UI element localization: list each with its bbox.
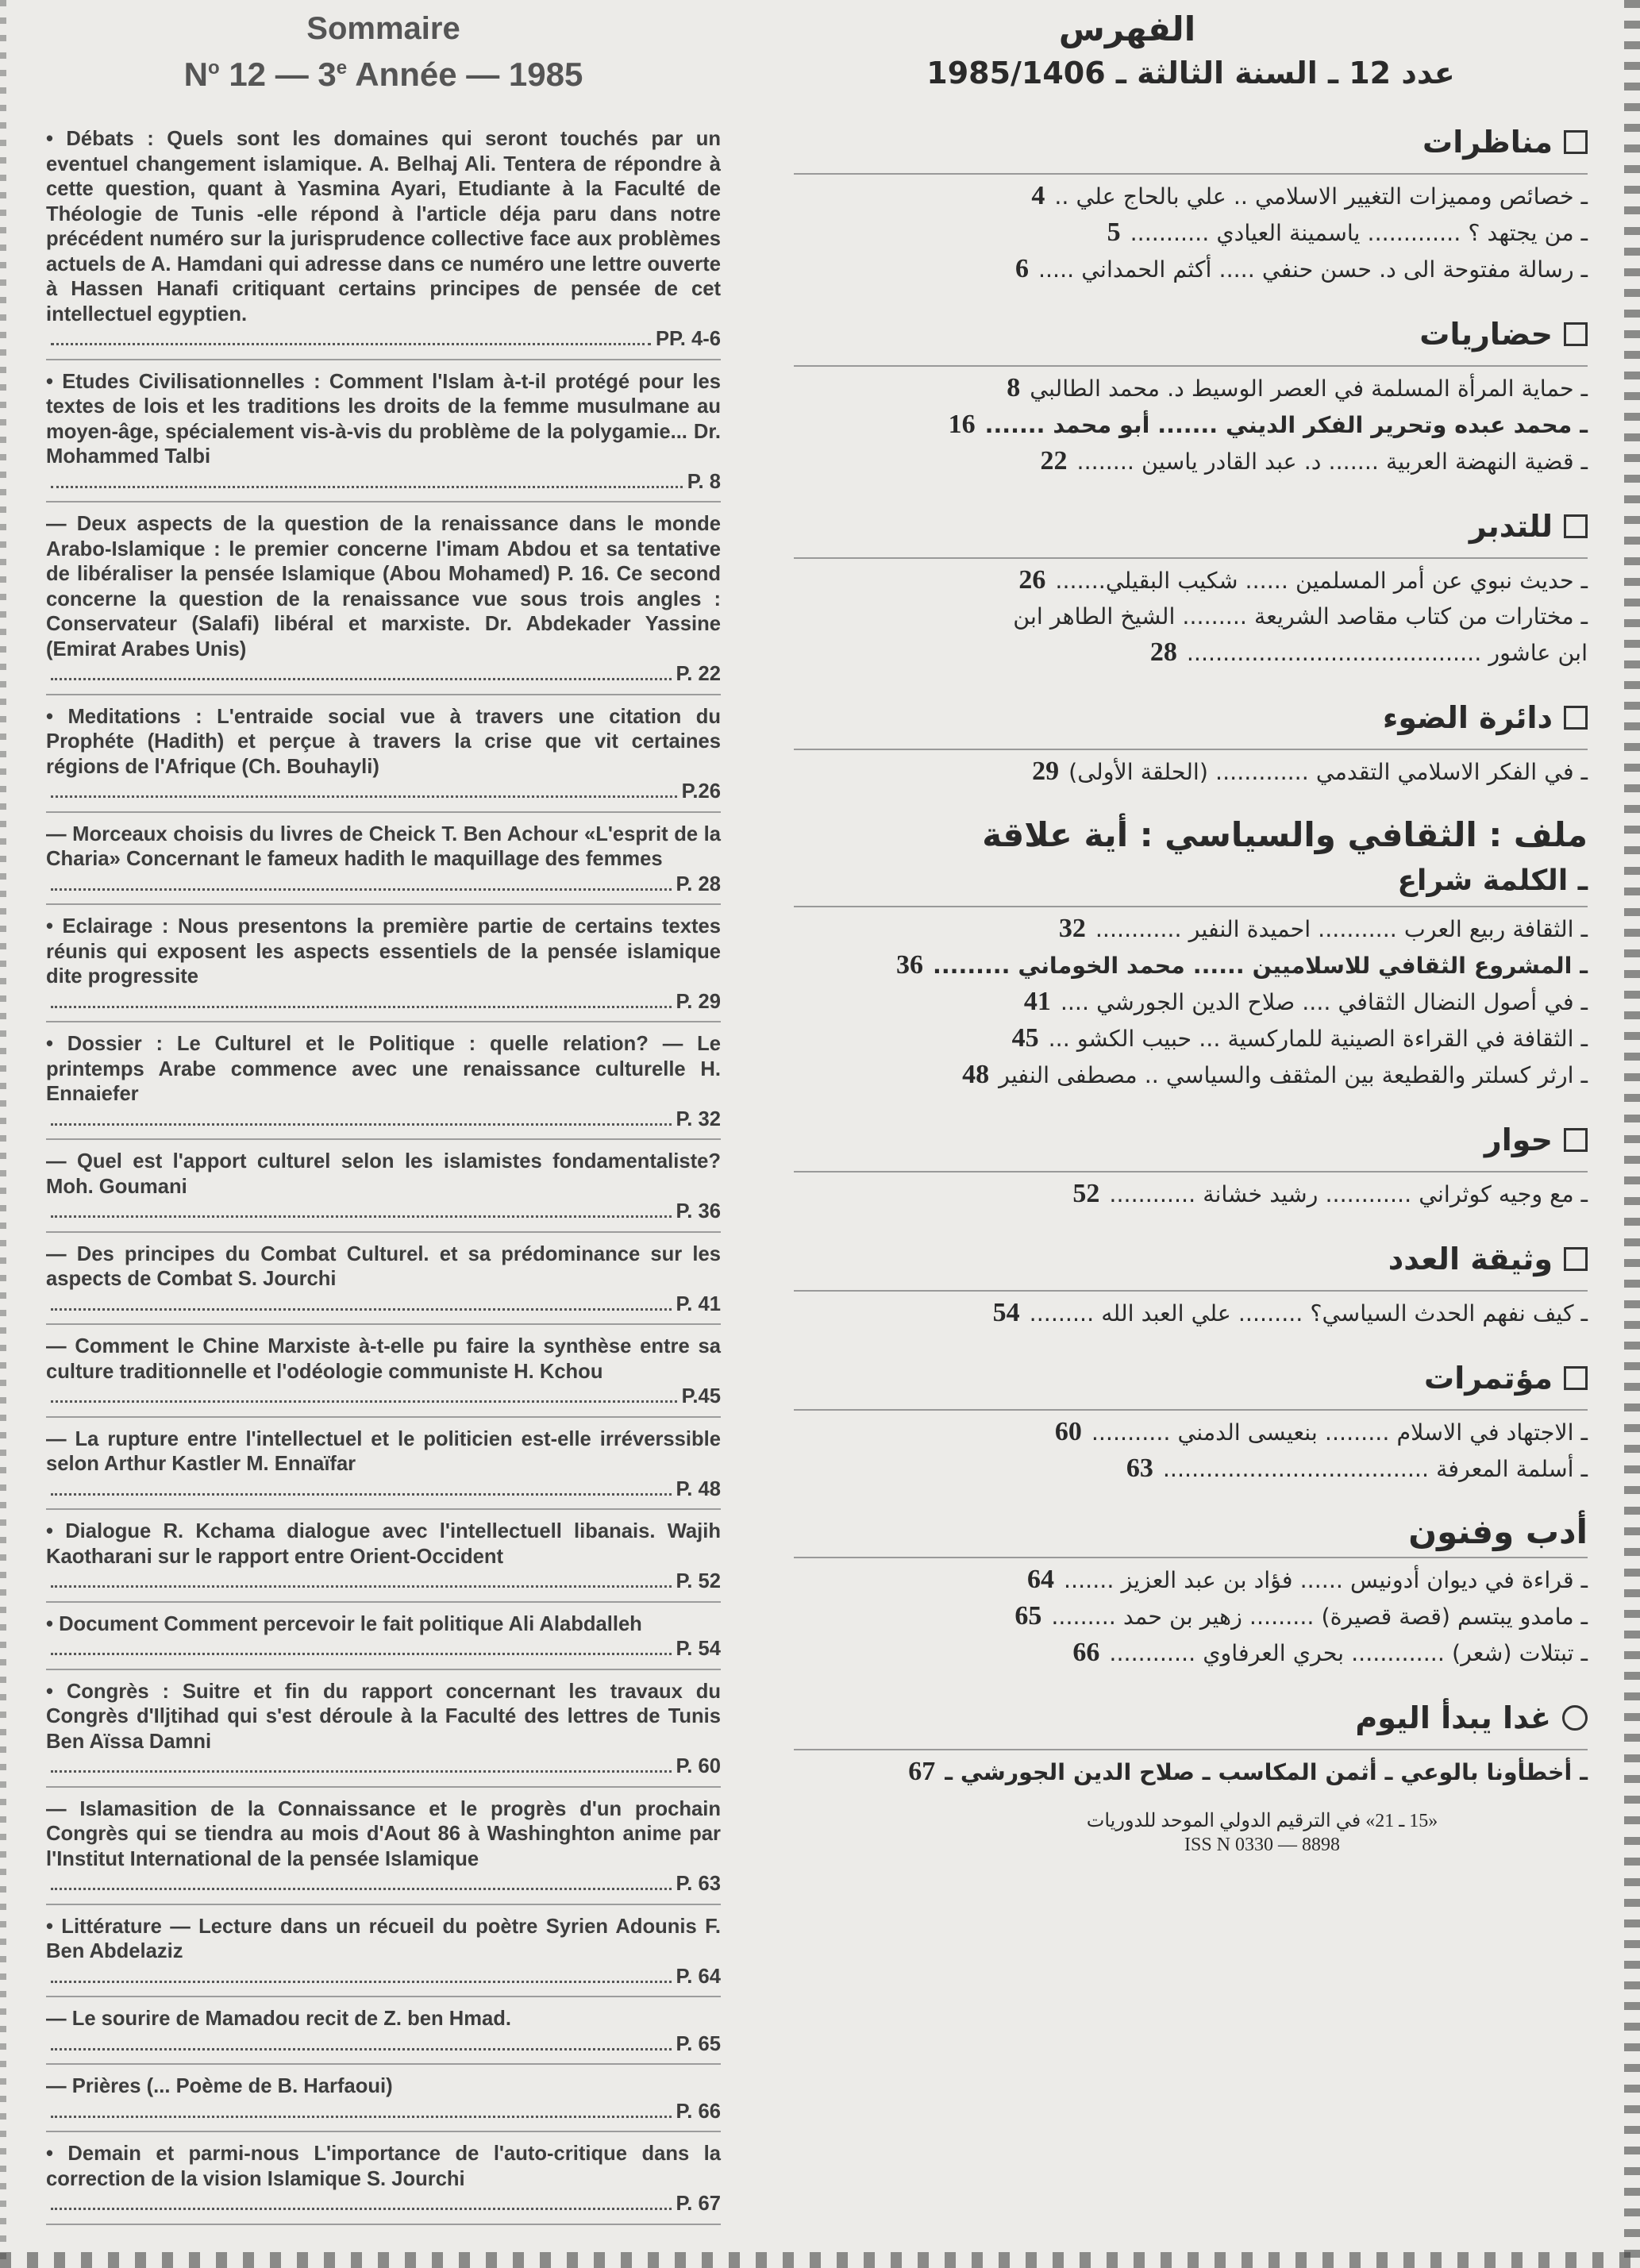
entry-text: ـ كيف نفهم الحدث السياسي؟ ......... علي العبد الله .........: [1029, 1300, 1588, 1327]
french-summary-item: [46, 1149, 721, 1233]
entry-text: ـ في الفكر الاسلامي التقدمي ............. (الحلقة الأولى): [1068, 759, 1588, 785]
item-page-number: P. 64: [676, 1965, 721, 1988]
entry-text: ـ المشروع الثقافي للاسلاميين ...... محمد الخوماني .........: [933, 953, 1588, 979]
item-page-row: [46, 780, 721, 805]
entry-page: 52: [1072, 1179, 1100, 1208]
section-rule: [794, 1290, 1588, 1292]
dot-leader: [51, 1653, 672, 1655]
item-page-number: P. 29: [676, 990, 721, 1013]
item-page-number: P. 52: [676, 1570, 721, 1592]
item-page-row: [46, 662, 721, 687]
item-page-number: P. 8: [687, 470, 721, 493]
item-text: • Dossier : Le Culturel et le Politique : quelle relation? — Le printemps Arabe commence avec une renaissance culturelle H. Ennaiefer: [46, 1033, 721, 1105]
item-page-number: P. 60: [676, 1755, 721, 1777]
french-summary-item: [46, 1612, 721, 1670]
index-entry: [794, 214, 1588, 251]
checkbox-square-icon: [1564, 1366, 1588, 1390]
item-text: — Morceaux choisis du livres de Cheick T. Ben Achour «L'esprit de la Charia» Concernant le fameux hadith le maquillage des femmes: [46, 822, 721, 870]
entry-page: 26: [1018, 565, 1046, 595]
item-page-number: P. 54: [676, 1638, 721, 1660]
item-page-number: P. 36: [676, 1200, 721, 1223]
index-entry: [794, 443, 1588, 479]
dot-leader: [51, 2116, 672, 2118]
arabic-sections-group-1: [794, 122, 1588, 790]
circle-bullet-icon: [1562, 1705, 1588, 1731]
item-text: — Prières (... Poème de B. Harfaoui): [46, 2075, 393, 2097]
item-text: — Des principes du Combat Culturel. et sa prédominance sur les aspects de Combat S. Jourchi: [46, 1242, 721, 1290]
item-text: — La rupture entre l'intellectuel et le politicien est-elle irréverssible selon Arthur Kastler M. Ennaïfar: [46, 1427, 721, 1475]
index-entry: [794, 1414, 1588, 1450]
item-page-number: P. 63: [676, 1873, 721, 1895]
checkbox-square-icon: [1564, 1128, 1588, 1152]
item-page-row: [46, 1754, 721, 1780]
checkbox-square-icon: [1564, 130, 1588, 154]
french-summary-item: [46, 370, 721, 503]
index-entry: [794, 562, 1588, 599]
dossier-subtitle: ـ الكلمة شراع: [1397, 864, 1588, 897]
section-heading: [794, 122, 1588, 162]
entry-page: 45: [1011, 1023, 1039, 1053]
last-section-title: غدا يبدأ اليوم: [1355, 1700, 1551, 1735]
french-items-list: [46, 127, 721, 2225]
checkbox-square-icon: [1564, 322, 1588, 346]
french-summary-item: [46, 1519, 721, 1603]
french-summary-item: [46, 1032, 721, 1140]
entry-page: 60: [1054, 1417, 1082, 1446]
dot-leader: [51, 1981, 672, 1983]
entry-text: ـ حديث نبوي عن أمر المسلمين ...... شكيب البقيلي.......: [1055, 568, 1588, 594]
entry-page: 4: [1031, 181, 1045, 210]
arabic-title: الفهرس: [1058, 10, 1196, 48]
index-entry: [794, 1450, 1588, 1487]
dot-leader: [51, 1006, 672, 1008]
dot-leader: [51, 1493, 672, 1496]
item-page-number: P. 22: [676, 663, 721, 685]
item-page-row: [46, 1384, 721, 1410]
entry-text: ـ خصائص ومميزات التغيير الاسلامي .. علي بالحاج علي ..: [1054, 183, 1588, 210]
french-summary-item: [46, 822, 721, 906]
entry-page: 22: [1040, 446, 1068, 476]
item-text: • Congrès : Suitre et fin du rapport concernant les travaux du Congrès d'Iljtihad qui s'est déroule à la Faculté des lettres de Tunis Ben Aïssa Damni: [46, 1680, 721, 1753]
entry-text: ابن عاشور .........................................: [1186, 640, 1588, 666]
entry-text: ـ مع وجيه كوثراني ............ رشيد خشانة ............: [1109, 1181, 1588, 1207]
index-entry: [794, 370, 1588, 406]
item-page-row: [46, 872, 721, 898]
dossier-title: ملف : الثقافي والسياسي : أية علاقة: [982, 815, 1588, 854]
item-page-row: [46, 1965, 721, 1990]
entry-text: ـ قضية النهضة العربية ....... د. عبد القادر ياسين ........: [1076, 449, 1588, 475]
entry-page: 48: [962, 1060, 990, 1089]
dot-leader: [51, 2048, 672, 2050]
section-title: مناظرات: [1422, 125, 1553, 160]
entry-page: 36: [896, 950, 924, 980]
entry-text: ـ ارثر كسلتر والقطيعة بين المثقف والسياسي .. مصطفى النفير: [999, 1062, 1588, 1088]
index-entry: [794, 1295, 1588, 1331]
entry-text: ـ محمد عبده وتحرير الفكر الديني ....... أبو محمد .......: [984, 412, 1588, 438]
item-page-number: P. 67: [676, 2193, 721, 2215]
checkbox-square-icon: [1564, 1247, 1588, 1271]
index-entry: [794, 1176, 1588, 1212]
dot-leader: [51, 795, 677, 798]
entry-text: ـ مامدو يبتسم (قصة قصيرة) ......... زهير بن حمد .........: [1051, 1604, 1588, 1630]
french-summary-item: [46, 1427, 721, 1511]
index-entry: [794, 1057, 1588, 1093]
section-title: وثيقة العدد: [1388, 1242, 1553, 1276]
item-page-row: [46, 1477, 721, 1503]
item-page-number: P. 28: [676, 872, 721, 895]
index-entry: [794, 1635, 1588, 1671]
section-title: حوار: [1484, 1122, 1553, 1157]
item-text: • Eclairage : Nous presentons la première partie de certains textes réunis qui exposent les aspects essentiels de la pensée islamique dite progressite: [46, 915, 721, 988]
dot-leader: [51, 1585, 672, 1588]
french-summary-item: [46, 2007, 721, 2065]
entry-page: 8: [1007, 373, 1021, 402]
index-entry: [794, 1020, 1588, 1057]
french-issue-line: $N^o$ 12 — 3e Année — 1985: [183, 56, 583, 93]
checkbox-square-icon: [1564, 514, 1588, 538]
entry-text: ـ الثقافة في القراءة الصينية للماركسية ... حبيب الكشو ...: [1048, 1026, 1588, 1052]
entry-page: 16: [948, 410, 976, 439]
item-text: — Quel est l'apport culturel selon les islamistes fondamentaliste? Moh. Goumani: [46, 1150, 721, 1198]
section-heading: [794, 1358, 1588, 1398]
item-page-number: P. 32: [676, 1107, 721, 1130]
entry-page: 41: [1023, 987, 1051, 1016]
item-text: • Dialogue R. Kchama dialogue avec l'intellectuell libanais. Wajih Kaotharani sur le rapport entre Orient-Occident: [46, 1520, 721, 1568]
entry-page: 63: [1126, 1454, 1153, 1483]
section-heading: [794, 314, 1588, 354]
dot-leader: [51, 2208, 672, 2210]
dot-leader: [51, 1400, 677, 1403]
section-title: حضاريات: [1419, 317, 1553, 352]
issn-number: ISS N 0330 — 8898: [1184, 1835, 1341, 1855]
entry-page: 6: [1014, 254, 1029, 283]
index-entry: [794, 984, 1588, 1020]
arabic-header: [794, 8, 1588, 95]
entry-text: ـ حماية المرأة المسلمة في العصر الوسيط د. محمد الطالبي: [1030, 375, 1588, 402]
index-entry: [794, 251, 1588, 287]
literature-rule: [794, 1557, 1588, 1558]
french-summary-item: [46, 1242, 721, 1326]
item-text: • Demain et parmi-nous L'importance de l'auto-critique dans la correction de la vision Islamique S. Jourchi: [46, 2143, 721, 2190]
entry-page: 54: [992, 1298, 1020, 1327]
entry-page: 29: [1032, 757, 1060, 786]
index-entry: [794, 911, 1588, 947]
item-text: — Comment le Chine Marxiste à-t-elle pu faire la synthèse entre sa culture traditionnelle et l'odéologie communiste H. Kchou: [46, 1335, 721, 1383]
section-heading: [794, 1120, 1588, 1160]
item-page-row: [46, 2100, 721, 2125]
entry-text: ـ قراءة في ديوان أدونيس ...... فؤاد بن عبد العزيز .......: [1063, 1567, 1588, 1593]
dot-leader: [51, 888, 672, 891]
item-text: • Littérature — Lecture dans un récueil du poètre Syrien Adounis F. Ben Abdelaziz: [46, 1915, 721, 1962]
section-heading: [794, 506, 1588, 546]
entry-text: ـ رسالة مفتوحة الى د. حسن حنفي ..... أكثم الحمداني .....: [1038, 256, 1588, 283]
item-page-number: P.45: [681, 1385, 721, 1407]
dossier-entries: [794, 911, 1588, 1093]
last-section-heading: [794, 1698, 1588, 1738]
issn-caption: «15 ـ 21» في الترقيم الدولي الموحد للدوريات: [1086, 1811, 1438, 1831]
item-page-row: [46, 1569, 721, 1595]
arabic-sections-group-2: [794, 1120, 1588, 1487]
dot-leader: [51, 1215, 672, 1218]
checkbox-square-icon: [1564, 706, 1588, 730]
entry-text: ـ في أصول النضال الثقافي .... صلاح الدين الجورشي ....: [1060, 989, 1588, 1015]
arabic-issue-line: عدد 12 ـ السنة الثالثة ـ 1985/1406: [926, 56, 1455, 90]
item-text: — Deux aspects de la question de la renaissance dans le monde Arabo-Islamique : le premier concerne l'imam Abdou et sa tentative de libéraliser la pensée Islamique (Abou Mohamed) P. 16. Ce second concerne la question de la renaissance vue sous trois angles : Conservateur (Salafi) libéral et marxiste. Dr. Abdekader Yassine (Emirat Arabes Unis): [46, 513, 721, 660]
entry-text: ـ أسلمة المعرفة .....................................: [1162, 1456, 1588, 1482]
item-page-number: P. 66: [676, 2100, 721, 2123]
french-summary-item: [46, 512, 721, 695]
item-text: • Meditations : L'entraide social vue à travers une citation du Prophéte (Hadith) et perçue à travers la crise que vit certaines régions de l'Afrique (Ch. Bouhayli): [46, 705, 721, 778]
literature-title: أدب وفنون: [1408, 1512, 1588, 1551]
item-page-number: P. 65: [676, 2032, 721, 2055]
french-summary-item: [46, 2074, 721, 2132]
french-summary-item: [46, 1680, 721, 1788]
arabic-index-column: [794, 8, 1588, 1857]
bottom-decorative-border: [0, 2252, 1640, 2268]
entry-page: 66: [1072, 1638, 1100, 1667]
french-summary-item: [46, 915, 721, 1022]
section-rule: [794, 1171, 1588, 1173]
item-page-row: [46, 470, 721, 495]
item-page-number: P. 48: [676, 1477, 721, 1500]
entry-text: ـ الثقافة ربيع العرب ........... احميدة النفير ............: [1095, 916, 1588, 942]
left-decorative-border: [0, 0, 6, 2268]
item-page-number: PP. 4-6: [655, 328, 721, 350]
dossier-rule: [794, 906, 1588, 907]
dot-leader: [51, 1308, 672, 1311]
french-summary-item: [46, 1915, 721, 1998]
dot-leader: [51, 1888, 672, 1890]
index-entry: [794, 178, 1588, 214]
section-rule: [794, 557, 1588, 559]
french-summary-column: [46, 10, 721, 2235]
item-page-number: P.26: [681, 780, 721, 803]
section-title: مؤتمرات: [1424, 1361, 1553, 1396]
dot-leader: [51, 1770, 672, 1773]
french-summary-item: [46, 1797, 721, 1905]
entry-page: 65: [1014, 1601, 1042, 1631]
french-summary-item: [46, 705, 721, 813]
index-entry: [794, 947, 1588, 984]
item-page-row: [46, 990, 721, 1015]
last-entry: ـ أخطأونا بالوعي ـ أثمن المكاسب ـ صلاح الدين الجورشي ـ 67: [908, 1757, 1588, 1786]
dot-leader: [51, 1123, 672, 1126]
entry-text: ـ تبتلات (شعر) ............. بحري العرفاوي ............: [1109, 1640, 1588, 1666]
french-summary-item: [46, 2142, 721, 2225]
item-page-number: P. 41: [676, 1292, 721, 1315]
section-title: للتدبر: [1469, 509, 1553, 544]
section-rule: [794, 173, 1588, 175]
item-page-row: [46, 1292, 721, 1318]
right-decorative-border: [1624, 0, 1640, 2268]
item-page-row: [46, 2032, 721, 2058]
index-entry: [794, 406, 1588, 443]
issn-footer: [794, 1809, 1588, 1857]
index-entry: [794, 634, 1588, 671]
entry-page: 28: [1149, 637, 1177, 667]
dot-leader: [51, 486, 683, 488]
item-text: • Document Comment percevoir le fait politique Ali Alabdalleh: [46, 1612, 642, 1635]
index-entry: [794, 1598, 1588, 1635]
entry-text: ـ من يجتهد ؟ ............. ياسمينة العيادي ...........: [1130, 220, 1588, 246]
item-page-row: [46, 2192, 721, 2217]
item-text: • Etudes Civilisationnelles : Comment l'Islam à-t-il protégé pour les textes de lois et les traditions les droits de la femme musulmane au moyen-âge, spécialement vis-à-vis du problème de la polygamie... Dr. Mohammed Talbi: [46, 370, 721, 468]
entry-text: ـ مختارات من كتاب مقاصد الشريعة ......... الشيخ الطاهر ابن: [1013, 603, 1588, 630]
last-section-rule: [794, 1749, 1588, 1750]
item-page-row: [46, 1637, 721, 1662]
index-entry: [794, 1561, 1588, 1598]
item-page-row: [46, 1107, 721, 1133]
entry-page: 32: [1058, 914, 1086, 943]
section-heading: [794, 698, 1588, 737]
index-entry: [794, 753, 1588, 790]
section-heading: [794, 1239, 1588, 1279]
dot-leader: [51, 343, 651, 345]
french-title: Sommaire: [306, 11, 460, 46]
item-page-row: [46, 1199, 721, 1225]
item-text: • Débats : Quels sont les domaines qui seront touchés par un eventuel changement islamique. A. Belhaj Ali. Tentera de répondre à cette question, quant à Yasmina Ayari, Etudiante à la Faculté de Théologie de Tunis -elle répond à l'article déja paru dans notre précédent numéro sur la jurisprudence collective face aux problèmes actuels de A. Hamdani qui adresse dans ce numéro une lettre ouverte à Hassen Hanafi critiquant certains principes de pensée de cet intellectuel egyptien.: [46, 128, 721, 325]
french-header: [46, 10, 721, 95]
item-page-row: [46, 1872, 721, 1897]
index-entry: [794, 599, 1588, 634]
entry-page: 64: [1026, 1565, 1054, 1594]
item-page-row: [46, 327, 721, 352]
entry-page: 5: [1107, 218, 1121, 247]
french-summary-item: [46, 127, 721, 360]
section-title: دائرة الضوء: [1382, 700, 1553, 735]
section-rule: [794, 1409, 1588, 1411]
item-text: — Le sourire de Mamadou recit de Z. ben Hmad.: [46, 2008, 511, 2030]
french-summary-item: [46, 1334, 721, 1418]
section-rule: [794, 365, 1588, 367]
item-text: — Islamasition de la Connaissance et le progrès d'un prochain Congrès qui se tiendra au mois d'Aout 86 à Washinghton anime par l'Institut International de la pensée Islamique: [46, 1797, 721, 1870]
section-rule: [794, 749, 1588, 750]
entry-text: ـ الاجتهاد في الاسلام ......... بنعيسى الدمني ...........: [1091, 1419, 1588, 1446]
dot-leader: [51, 678, 672, 680]
literature-entries: [794, 1561, 1588, 1671]
